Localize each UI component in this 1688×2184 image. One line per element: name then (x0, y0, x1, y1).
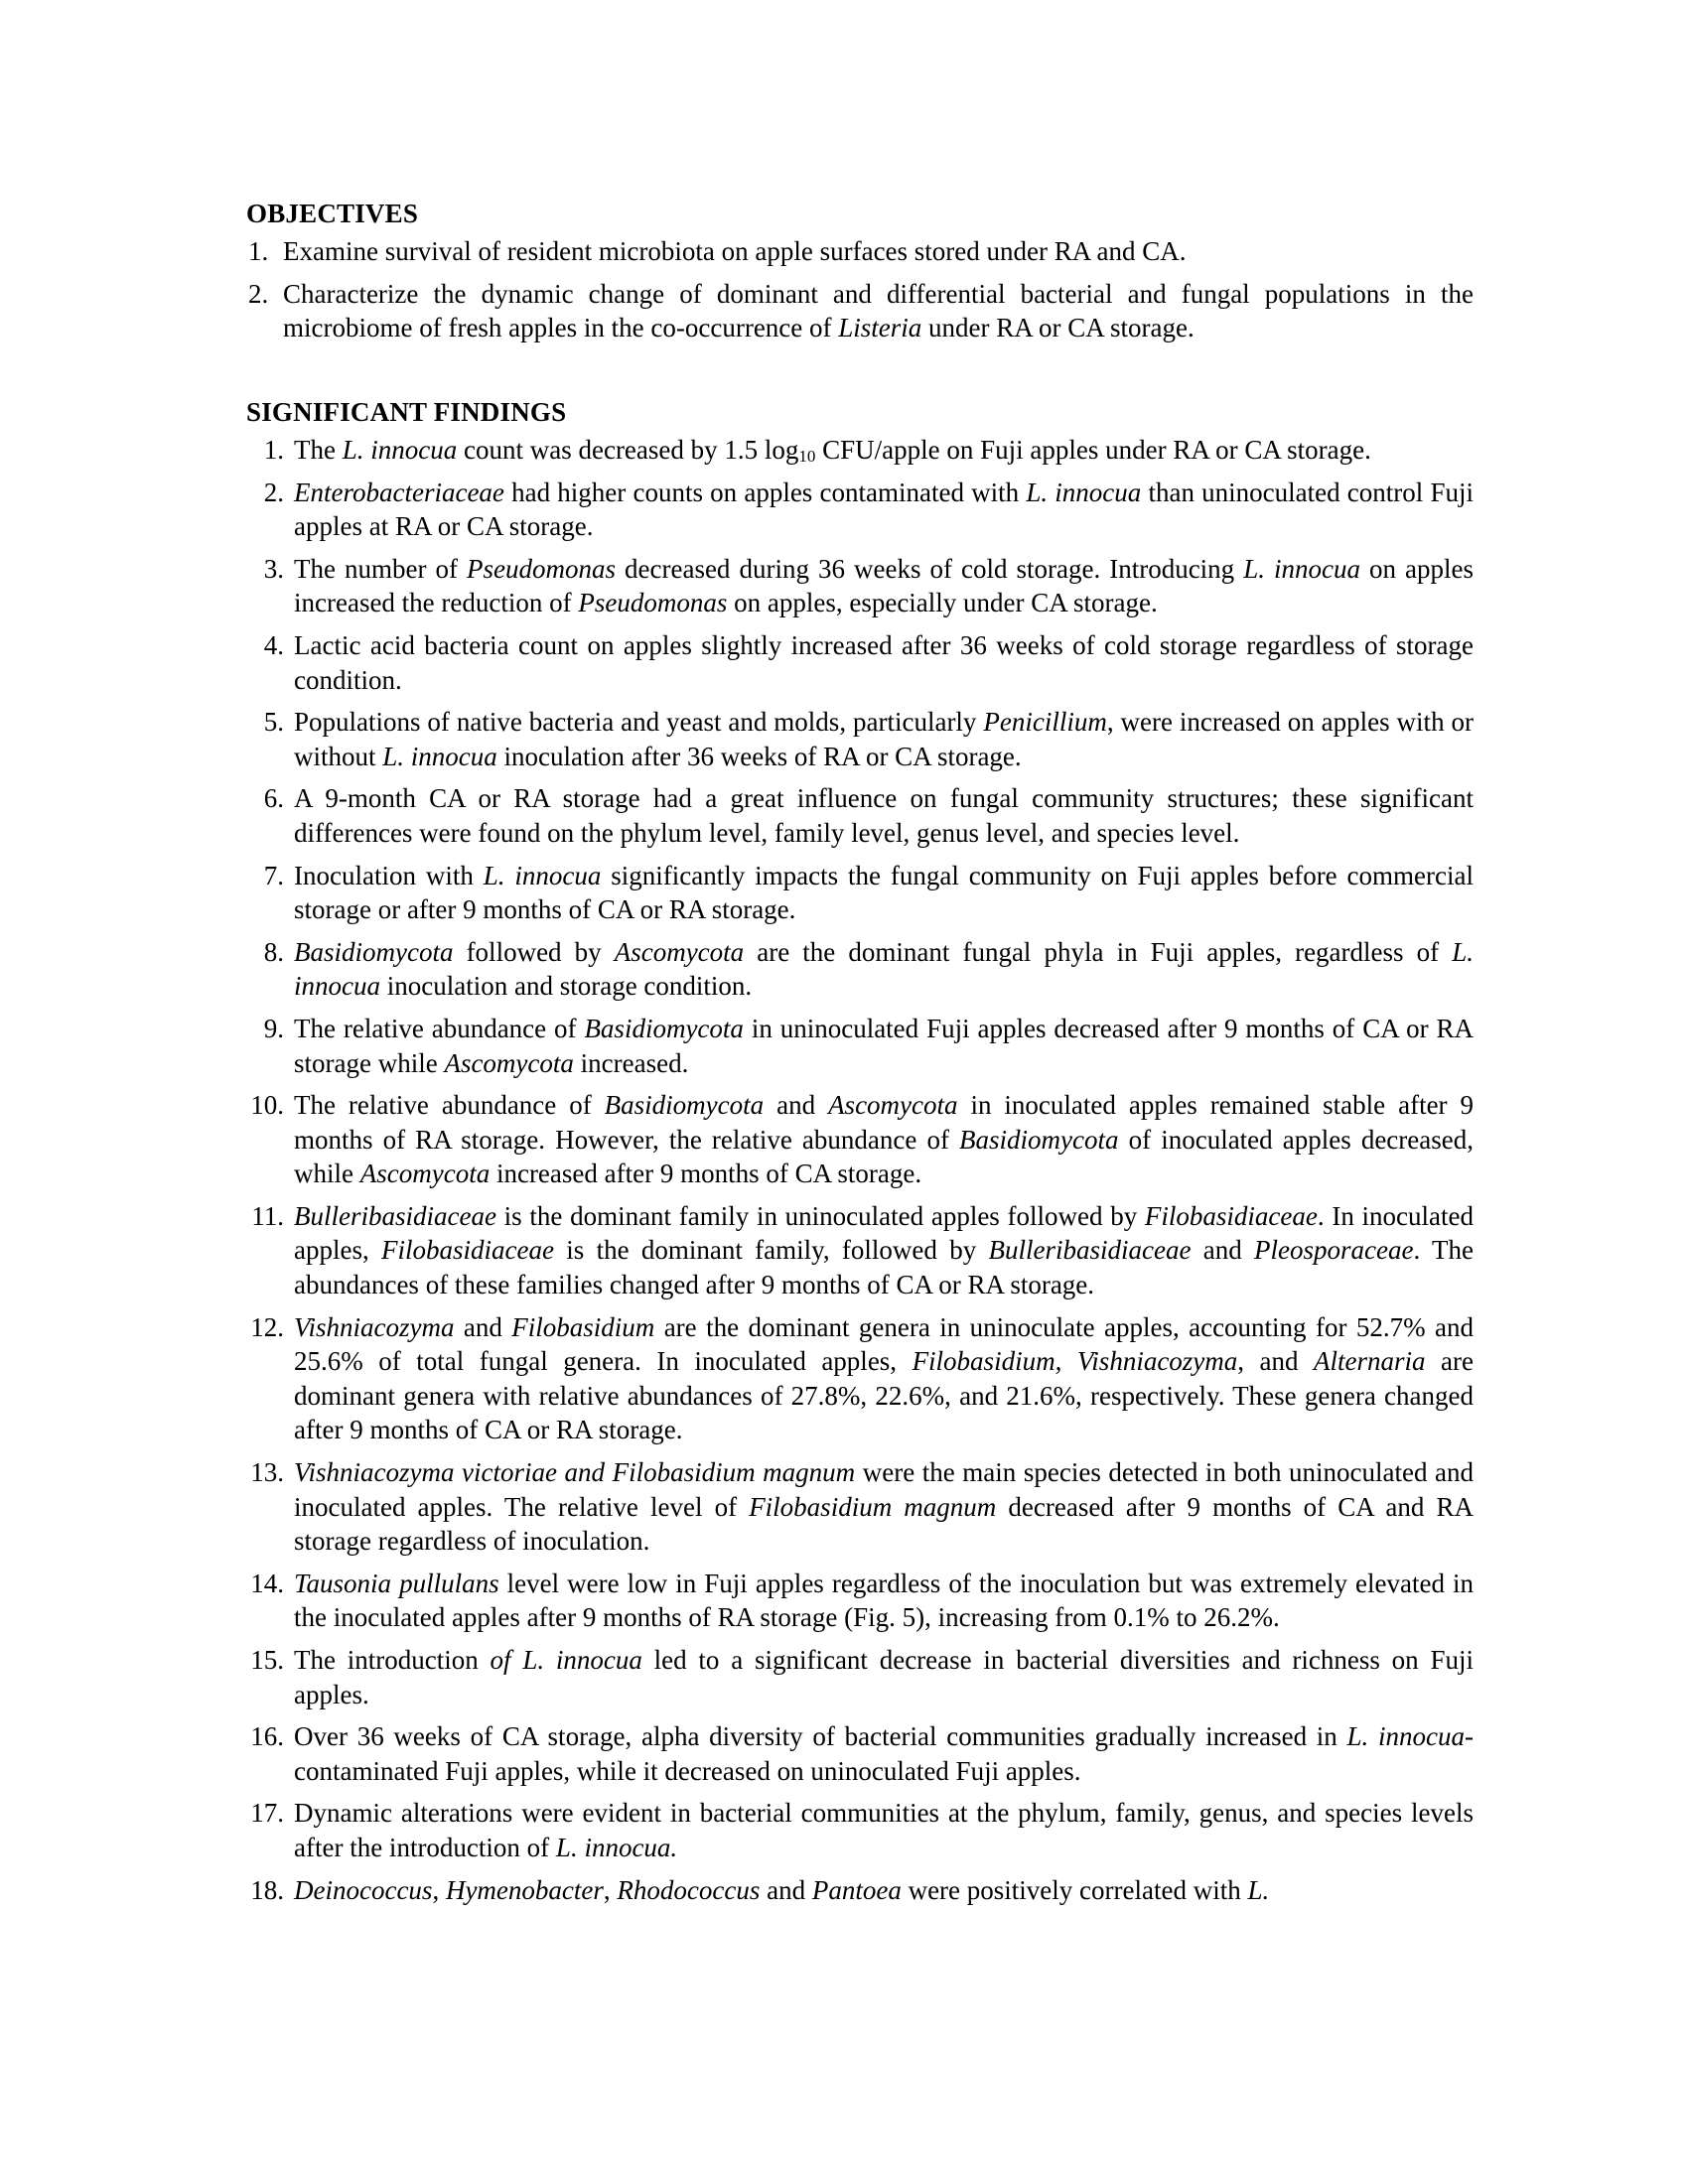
finding-item (246, 1873, 1474, 1908)
finding-number: 10. (250, 1090, 284, 1121)
finding-text: of inoculated apples decreased, while (294, 1124, 1474, 1189)
finding-text: are the dominant genera in uninoculate apples, accounting for 52.7% and 25.6% of total fungal genera. In inoculated apples, (294, 1311, 1474, 1377)
finding-text-italic: Vishniacozyma victoriae and Filobasidium magnum (294, 1457, 856, 1488)
finding-text-italic: L. innocua (294, 936, 1474, 1002)
finding-number: 13. (250, 1457, 284, 1488)
finding-number: 2. (263, 477, 284, 507)
finding-text: -contaminated Fuji apples, while it decreased on uninoculated Fuji apples. (294, 1721, 1474, 1786)
finding-text-italic: Basidiomycota (604, 1090, 765, 1121)
objectives-section (246, 197, 1474, 353)
finding-text: were positively correlated with (901, 1874, 1248, 1905)
objective-number: 1. (248, 236, 269, 266)
finding-text-italic: Basidiomycota (294, 936, 454, 967)
finding-text: CFU/apple on Fuji apples under RA or CA storage. (815, 435, 1371, 465)
finding-item (246, 1012, 1474, 1080)
finding-text: The introduction (294, 1645, 491, 1675)
finding-text-italic: L. innocua (1026, 477, 1142, 507)
finding-text-italic: Ascomycota (444, 1047, 574, 1078)
finding-text: The number of (294, 553, 467, 584)
finding-text: level were low in Fuji apples regardless of the inoculation but was extremely elevated in the inoculated apples after 9 months of RA storage (Fig. 5), increasing from 0.1% to 26.2%. (294, 1568, 1474, 1633)
finding-text: , (603, 1874, 618, 1905)
finding-text: on apples, especially under CA storage. (727, 588, 1158, 618)
objective-text: Characterize the dynamic change of dominant and differential bacterial and fungal populations in the microbiome of fresh apples in the co-occurrence of (283, 278, 1474, 343)
finding-text-italic: Ascomycota (828, 1090, 958, 1121)
finding-text-italic: L. innocua. (555, 1832, 678, 1862)
objective-text: Examine survival of resident microbiota on apple surfaces stored under RA and CA. (283, 236, 1187, 266)
finding-text-italic: Basidiomycota (959, 1124, 1119, 1155)
finding-item (246, 1719, 1474, 1788)
finding-text-italic: Penicillium (983, 707, 1107, 738)
finding-text-italic: Pantoea (811, 1874, 902, 1905)
finding-text: Inoculation with (294, 860, 484, 890)
finding-item (246, 1199, 1474, 1302)
finding-text-italic: L. innocua (382, 741, 497, 771)
finding-text-italic: Basidiomycota (584, 1013, 744, 1043)
finding-item (246, 935, 1474, 1004)
finding-text: The relative abundance of (294, 1090, 605, 1121)
objective-text-italic: Listeria (838, 313, 922, 343)
finding-text: inoculation after 36 weeks of RA or CA storage. (496, 741, 1022, 771)
finding-text-italic: Pseudomonas (467, 553, 616, 584)
objective-item (246, 234, 1474, 269)
finding-text: Over 36 weeks of CA storage, alpha diversity of bacterial communities gradually increased in (294, 1721, 1347, 1752)
finding-number: 18. (250, 1874, 284, 1905)
finding-text: had higher counts on apples contaminated with (503, 477, 1027, 507)
finding-text: The relative abundance of (294, 1013, 585, 1043)
finding-item (246, 1455, 1474, 1559)
finding-text-italic: of L. innocua (490, 1645, 642, 1675)
finding-item (246, 552, 1474, 620)
finding-item (246, 433, 1474, 468)
finding-number: 9. (263, 1013, 284, 1043)
finding-text-italic: L. innocua (1243, 553, 1360, 584)
finding-text-italic: Ascomycota (359, 1159, 491, 1189)
finding-number: 15. (250, 1645, 284, 1675)
finding-text: followed by (453, 936, 615, 967)
finding-text: than uninoculated control Fuji apples at RA or CA storage. (294, 477, 1474, 542)
finding-item (246, 781, 1474, 850)
finding-subscript: 10 (798, 447, 816, 466)
finding-number: 16. (250, 1721, 284, 1752)
finding-text: in inoculated apples remained stable after 9 months of RA storage. However, the relative abundance of (294, 1090, 1475, 1155)
finding-text-italic: Pseudomonas (578, 588, 728, 618)
finding-item (246, 476, 1474, 544)
finding-text-italic: Pleosporaceae (1254, 1235, 1414, 1266)
finding-number: 17. (250, 1798, 284, 1829)
finding-text: were the main species detected in both uninoculated and inoculated apples. The relative level of (294, 1457, 1475, 1522)
finding-text: and (454, 1311, 512, 1342)
finding-text: decreased during 36 weeks of cold storage. Introducing (616, 553, 1244, 584)
finding-text-italic: Tausonia pullulans (294, 1568, 499, 1598)
finding-text: in uninoculated Fuji apples decreased after 9 months of CA or RA storage while (294, 1013, 1474, 1078)
finding-text-italic: Bulleribasidiaceae (294, 1200, 496, 1231)
finding-text-italic: L. innocua (342, 435, 458, 465)
finding-text: and (760, 1874, 812, 1905)
finding-text: and (1191, 1235, 1255, 1266)
finding-text: . In inoculated apples, (294, 1200, 1475, 1266)
objectives-list (246, 234, 1474, 345)
finding-item (246, 859, 1474, 927)
finding-item (246, 1643, 1474, 1711)
finding-text-italic: Bulleribasidiaceae (988, 1235, 1192, 1266)
finding-text-italic: Filobasidium magnum (749, 1491, 997, 1522)
finding-text-italic: Filobasidiaceae (381, 1235, 554, 1266)
finding-number: 7. (263, 860, 284, 890)
finding-number: 12. (250, 1311, 284, 1342)
finding-text-italic: Alternaria (1314, 1346, 1426, 1377)
finding-number: 4. (263, 629, 284, 660)
finding-item (246, 1567, 1474, 1635)
objective-item (246, 277, 1474, 345)
finding-text: are dominant genera with relative abundances of 27.8%, 22.6%, and 21.6%, respectively. These genera changed after 9 months of CA or RA storage. (294, 1346, 1474, 1445)
finding-text: inoculation and storage condition. (380, 971, 753, 1002)
finding-text: increased. (573, 1047, 689, 1078)
finding-text: on apples increased the reduction of (294, 553, 1474, 618)
finding-text-italic: Filobasidiaceae (1144, 1200, 1318, 1231)
finding-number: 8. (263, 936, 284, 967)
finding-number: 1. (263, 435, 284, 465)
finding-text-italic: L. (1247, 1874, 1270, 1905)
finding-text: and (764, 1090, 829, 1121)
finding-text-italic: Enterobacteriaceae (294, 477, 504, 507)
findings-list (246, 433, 1474, 1907)
finding-text-italic: L. innocua (483, 860, 602, 890)
objective-text: under RA or CA storage. (921, 313, 1195, 343)
finding-item (246, 1088, 1474, 1191)
finding-number: 3. (263, 553, 284, 584)
finding-text: are the dominant fungal phyla in Fuji apples, regardless of (744, 936, 1453, 967)
objective-number: 2. (248, 278, 269, 309)
finding-number: 14. (250, 1568, 284, 1598)
finding-text: The (294, 435, 343, 465)
finding-text-italic: Deinococcus (294, 1874, 433, 1905)
finding-text: led to a significant decrease in bacterial diversities and richness on Fuji apples. (294, 1645, 1474, 1709)
finding-text: A 9-month CA or RA storage had a great influence on fungal community structures; these significant differences were found on the phylum level, family level, genus level, and species level. (294, 783, 1474, 848)
finding-item (246, 628, 1474, 697)
finding-text: increased after 9 months of CA storage. (490, 1159, 922, 1189)
finding-text: , (432, 1874, 446, 1905)
finding-text: Dynamic alterations were evident in bacterial communities at the phylum, family, genus, and species levels after the introduction of (294, 1798, 1474, 1862)
finding-text: , and (1237, 1346, 1315, 1377)
finding-text: . The abundances of these families changed after 9 months of CA or RA storage. (294, 1235, 1475, 1300)
objectives-heading: OBJECTIVES (246, 199, 419, 228)
finding-number: 6. (263, 783, 284, 814)
finding-text-italic: Ascomycota (614, 936, 745, 967)
findings-heading: SIGNIFICANT FINDINGS (246, 397, 567, 427)
finding-text-italic: Vishniacozyma (294, 1311, 455, 1342)
finding-text: , were increased on apples with or without (294, 707, 1474, 771)
findings-section (246, 395, 1474, 1915)
finding-text-italic: Hymenobacter (445, 1874, 604, 1905)
finding-item (246, 705, 1474, 773)
finding-text-italic: Rhodococcus (617, 1874, 761, 1905)
finding-text: decreased after 9 months of CA and RA storage regardless of inoculation. (294, 1491, 1474, 1557)
finding-number: 5. (263, 707, 284, 738)
finding-text: is the dominant family in uninoculated apples followed by (495, 1200, 1145, 1231)
finding-text-italic: Filobasidium (511, 1311, 655, 1342)
finding-number: 11. (251, 1200, 284, 1231)
finding-text: Lactic acid bacteria count on apples slightly increased after 36 weeks of cold storage regardless of storage condition. (294, 629, 1474, 695)
finding-text: significantly impacts the fungal community on Fuji apples before commercial storage or after 9 months of CA or RA storage. (294, 860, 1474, 925)
finding-text-italic: Filobasidium, Vishniacozyma (912, 1346, 1238, 1377)
finding-text: Populations of native bacteria and yeast and molds, particularly (294, 707, 984, 738)
finding-text-italic: L. innocua (1346, 1721, 1465, 1752)
finding-text: count was decreased by 1.5 log (457, 435, 799, 465)
finding-item (246, 1310, 1474, 1447)
finding-text: is the dominant family, followed by (554, 1235, 989, 1266)
finding-item (246, 1796, 1474, 1864)
